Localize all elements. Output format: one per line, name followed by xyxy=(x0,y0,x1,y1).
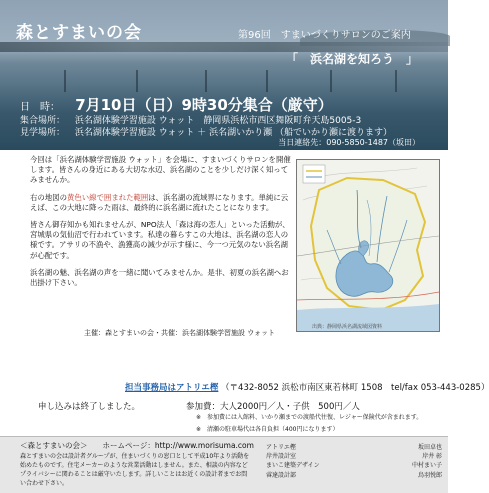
member-row xyxy=(266,461,442,470)
day-contact: 当日連絡先：090-5850-1487（坂田） xyxy=(278,138,420,147)
visit-place-value: 浜名湖体験学習施設 ウォット ＋ 浜名湖いかり瀬 （船でいかり瀬に渡ります） xyxy=(74,128,392,138)
footer-description: 森とすまいの会は設計者グループが、住まいづくりの窓口として平成10年より活動を始めたものです。住宅メーカーのような営業活動はしません。また、相談の内容などプライバシーに関わることは厳守いたします。詳しいことはお近くの設計者までお問い合わせ下さい。 xyxy=(20,453,250,487)
paragraph-watershed-post: は、浜名湖の流域界になります。単純に云えば、この大地に降った雨は、最終的に浜名湖に流れたことになります。 xyxy=(30,192,289,212)
map-caption: 出典：静岡県浜名湖流域図資料 xyxy=(312,324,383,330)
registration-closed: 申し込みは終了しました。 xyxy=(38,402,141,412)
member-row xyxy=(266,471,442,480)
paragraph-intro: 今回は「浜名湖体験学習施設 ウォット」を会場に、すまいづくりサロンを開催します。皆さんの身近にある大切な水辺、浜名湖のことを少しだけ深く知ってみませんか。 xyxy=(30,155,291,185)
meeting-place-value: 浜名湖体験学習施設 ウォット 静岡県浜松市西区舞阪町弁天島5005-3 xyxy=(74,116,362,126)
member-org: アトリエ樫 xyxy=(266,444,296,451)
footer xyxy=(0,436,448,493)
date-label: 日 時： xyxy=(20,102,60,113)
member-org: 岸井設計室 xyxy=(266,453,297,461)
meeting-place-label: 集合場所： xyxy=(20,116,66,126)
participation-fee: 参加費：大人2000円／人・子供 500円／人 xyxy=(186,402,360,412)
member-name: 中村まい子 xyxy=(411,462,442,470)
member-row xyxy=(266,443,442,452)
member-name: 鳥羽悦郎 xyxy=(417,471,442,479)
member-org: 睿達設計部 xyxy=(266,471,297,479)
office-line xyxy=(125,381,489,393)
paragraph-watershed-highlight: 黄色い線で囲まれた範囲 xyxy=(66,192,149,202)
date-value: 7月10日（日）9時30分集合（厳守） xyxy=(75,96,333,114)
member-row xyxy=(266,452,442,461)
salon-heading: 第96回 すまいづくりサロンのご案内 xyxy=(238,30,411,41)
paragraph-forest-sea: 皆さん御存知かも知れませんが、NPO法人「森は海の恋人」といった活動が、宮城県の気仙沼で行われています。私達の暮らすこの大地は、浜名湖の恋人の様です。アサリの不漁や、漁獲高の減少が示す様に、今一つ元気のない浜名湖が心配です。 xyxy=(30,220,290,260)
sponsor-line: 主催：森とすまいの会・共催：浜名湖体験学習施設 ウォット xyxy=(84,329,275,337)
parking-note: ※ 清瀬の駐車場代は各自負担（400円になります） xyxy=(196,426,339,433)
office-name: 担当事務局はアトリエ樫 xyxy=(125,383,219,393)
club-title: 森とすまいの会 xyxy=(16,23,142,43)
member-name: 岸井 彰 xyxy=(422,453,442,461)
member-list xyxy=(266,443,442,480)
watershed-map xyxy=(296,159,440,332)
date-row xyxy=(20,94,333,115)
watershed-map-graphic xyxy=(297,160,439,331)
paragraph-watershed-pre: 右の地図の xyxy=(30,192,67,202)
visit-place-label: 見学場所： xyxy=(20,128,66,138)
member-name: 坂田卓也 xyxy=(417,444,442,451)
header-lake-photo xyxy=(0,0,448,150)
event-subtitle: 「 浜名湖を知ろう 」 xyxy=(286,52,419,66)
office-detail: （〒432-8052 浜松市南区東若林町 1508 tel/fax 053-443-0285） xyxy=(221,383,489,393)
footer-heading: ＜森とすまいの会＞ ホームページ：http://www.morisuma.com xyxy=(20,441,254,450)
event-description xyxy=(30,155,292,295)
paragraph-watershed xyxy=(30,193,292,213)
paragraph-invitation: 浜名湖の魅、浜名湖の声を一緒に聞いてみませんか。是非、初夏の浜名湖へお出掛け下さい。 xyxy=(30,267,289,288)
fee-note: ※ 参加費には入館料、いかり瀬までの渡船代往復、レジャー保険代が含まれます。 xyxy=(196,414,423,421)
member-org: まいこ建築デザイン xyxy=(266,462,320,470)
